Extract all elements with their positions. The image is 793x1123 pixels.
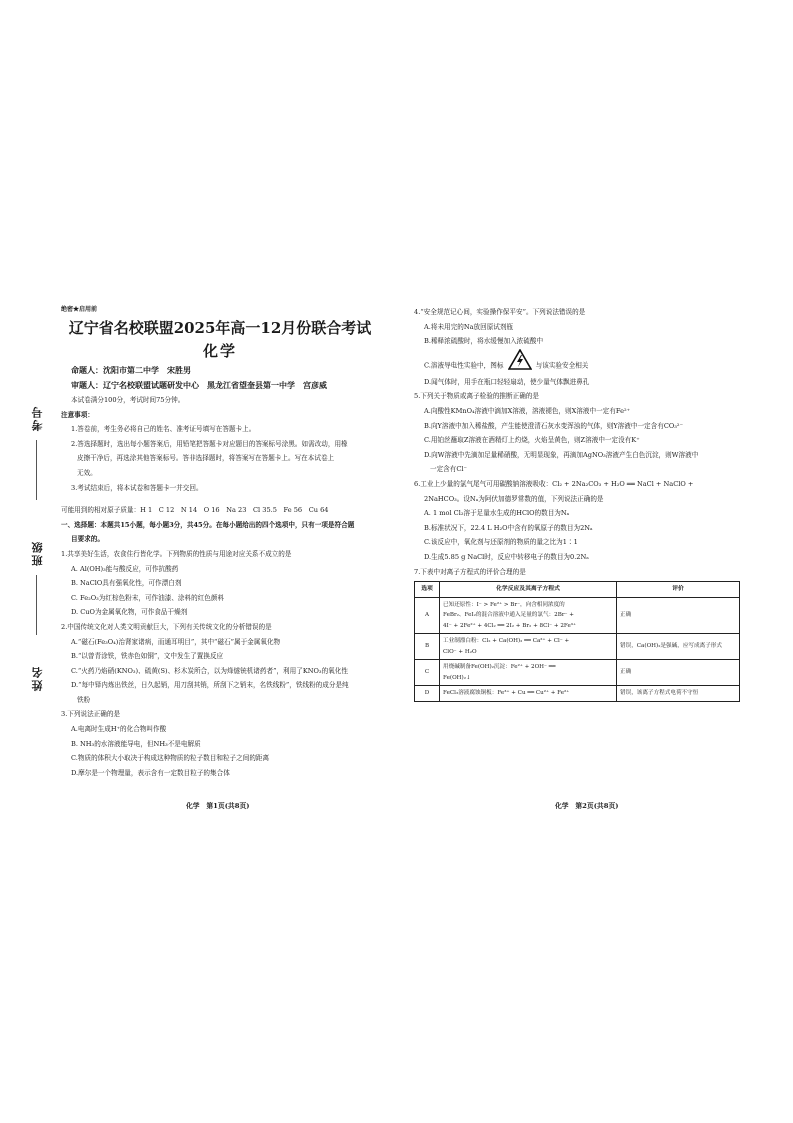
question-3 [61,707,379,780]
question-stem: 7.下表中对离子方程式的评价合理的是 [414,567,526,576]
question-2 [61,620,379,708]
note-line: 1.答卷前，考生务必将自己的姓名、准考证号填写在答题卡上。 [71,425,256,434]
table-row [415,597,740,634]
table-header: 评价 [617,582,740,598]
option: A.向酸性KMnO₄溶液中滴加X溶液，溶液褪色，则X溶液中一定有Fe²⁺ [424,406,631,415]
option: 一定含有Cl⁻ [430,465,468,474]
note-line: 皮擦干净后，再选涂其他答案标号。答非选择题时，将答案写在答题卡上。写在本试卷上 [77,454,335,463]
question-stem: 2NaHCO₃。设Nₐ为阿伏加德罗常数的值，下列说法正确的是 [424,494,604,503]
exam-number-label: 考号 [31,405,44,431]
table-cell: B [415,634,440,660]
option: D.生成5.85 g NaCl时，反应中转移电子的数目为0.2Nₐ [424,552,589,561]
option: C.物质的体积大小取决于构成这种物质的粒子数目和粒子之间的距离 [71,754,270,763]
page-footer-right: 化学 第2页(共8页) [555,802,619,810]
cell-line: FeBr₂、FeI₂的混合溶液中通入足量的氯气：2Br⁻ + [443,612,574,619]
option: D.摩尔是一个物理量，表示含有一定数目粒子的集合体 [71,768,230,777]
table-row [415,660,740,686]
question-stem: 2.中国传统文化对人类文明贡献巨大，下列有关传统文化的分析错误的是 [61,622,272,631]
question-1 [61,547,379,620]
reviewer: 审题人：辽宁名校联盟试题研发中心 黑龙江省望奎县第一中学 宫彦威 [71,380,327,390]
option: C.该反应中，氧化剂与还原剂的物质的量之比为1∶1 [424,538,578,547]
page-one [61,305,379,780]
question-7 [414,565,744,702]
note-line: 3.考试结束后，将本试卷和答题卡一并交回。 [71,483,203,492]
notes-heading: 注意事项： [61,410,94,419]
table-cell: A [415,597,440,634]
cell-line: 工业制漂白粉：Cl₂ + Ca(OH)₂ ══ Ca²⁺ + Cl⁻ + [443,638,570,645]
table-header: 化学反应及其离子方程式 [440,582,617,598]
table-cell: D [415,686,440,702]
proposer: 命题人：沈阳市第二中学 宋胜男 [71,365,191,375]
side-divider [36,575,37,635]
question-5 [414,389,744,477]
class-label: 班级 [31,540,44,566]
cell-line: 用烧碱制备Fe(OH)₂沉淀：Fe²⁺ + 2OH⁻ ══ [443,664,556,671]
cell-line: 4I⁻ + 2Fe²⁺ + 4Cl₂ ══ 2I₂ + Br₂ + 8Cl⁻ + 2Fe³⁺ [443,622,576,629]
option: A. 1 mol Cl₂溶于足量水生成的HClO的数目为Nₐ [424,509,570,518]
option: C. Fe₂O₃为红棕色粉末，可作油漆、涂料的红色颜料 [71,593,225,602]
note-line: 2.答选择题时，选出每小题答案后，用铅笔把答题卡对应题目的答案标号涂黑。如需改动，用橡 [71,439,348,448]
side-divider [36,440,37,500]
atomic-masses: 可能用到的相对原子质量：H 1 C 12 N 14 O 16 Na 23 Cl 35.5 Fe 56 Cu 64 [61,506,329,515]
option [414,349,744,375]
option: A.将未用完的Na放回原试剂瓶 [424,322,514,331]
table-cell: 正确 [617,597,740,634]
cell-line: FeCl₃溶液腐蚀铜板：Fe³⁺ + Cu ══ Cu²⁺ + Fe²⁺ [443,690,570,697]
option: D.“每中铎内炼出铁丝，日久起销，用刀刮其销，所刮下之销末，名铁线粉”，铁线粉的成分是纯 [71,681,349,690]
option: C.“火药乃焰硝(KNO₃)、硫黄(S)、杉木炭所合，以为烽燧铳机诸药者”，利用了KNO₃的氧化性 [71,666,348,675]
table-cell: C [415,660,440,686]
question-stem: 3.下列说法正确的是 [61,710,121,719]
score-info: 本试卷满分100分，考试时间75分钟。 [71,396,185,404]
question-6 [414,477,744,565]
option: D.向W溶液中先滴加足量稀硝酸，无明显现象，再滴加AgNO₃溶液产生白色沉淀，则W溶液中 [424,450,699,459]
option: A. Al(OH)₃能与酸反应，可作抗酸药 [71,564,179,573]
note-line: 无效。 [77,468,97,477]
question-stem: 6.工业上少量的氯气尾气可用碳酸钠溶液吸收：Cl₂ + 2Na₂CO₃ + H₂O ══ NaCl + NaClO + [414,479,694,488]
table-cell [440,660,617,686]
table-cell [440,597,617,634]
option: B.“以曾青涂铁，铁赤色如铜”，文中发生了置换反应 [71,652,224,661]
cell-line: 已知还原性：I⁻ > Fe²⁺ > Br⁻，向含相同浓度的 [443,601,565,608]
question-4 [414,305,744,389]
option: B.标准状况下，22.4 L H₂O中含有的氧原子的数目为2Nₐ [424,523,593,532]
section-heading: 目要求的。 [71,535,104,544]
question-stem: 1.共享美好生活，农食住行皆化学。下列物质的性质与用途对应关系不成立的是 [61,549,292,558]
table-cell [440,686,617,702]
option: 铁粉 [77,695,91,704]
section-heading: 一、选择题：本题共15小题，每小题3分，共45分。在每小题给出的四个选项中，只有一项是符合题 [61,520,355,529]
option: C.用铂丝蘸取Z溶液在酒精灯上灼烧，火焰呈黄色，则Z溶液中一定没有K⁺ [424,436,640,445]
page-footer-left: 化学 第1页(共8页) [186,802,250,810]
secret-mark: 绝密★启用前 [61,306,98,313]
table-row [415,634,740,660]
option: D.闻气体时，用手在瓶口轻轻扇动，使少量气体飘进鼻孔 [424,377,590,386]
name-label: 姓名 [31,665,44,691]
option-text: C.溶液导电性实验中，图标 [424,361,504,370]
table-cell: 正确 [617,660,740,686]
option: A.电离时生成H⁺的化合物叫作酸 [71,725,167,734]
question-stem: 4.“安全规范记心间，实验操作保平安”。下列说法错误的是 [414,308,586,316]
exam-title: 辽宁省名校联盟2025年高一12月份联合考试 [68,319,372,337]
option: A.“磁石(Fe₃O₄)治肾家诸病，而通耳明目”，其中“磁石”属于金属氧化物 [71,637,281,646]
option: B. NaClO具有强氧化性，可作漂白剂 [71,579,182,588]
cell-line: ClO⁻ + H₂O [443,648,477,655]
option: B. NH₃的水溶液能导电，但NH₃不是电解质 [71,739,201,748]
option: D. CuO为金属氧化物，可作食品干燥剂 [71,608,188,617]
evaluation-table [414,581,740,702]
page-two [414,305,744,702]
table-header: 选项 [415,582,440,598]
cell-line: Fe(OH)₂↓ [443,674,471,681]
table-header-row [415,582,740,598]
table-row [415,686,740,702]
question-stem: 5.下列关于物质或离子检验的推断正确的是 [414,392,539,401]
table-cell [440,634,617,660]
option: B.向Y溶液中加入稀盐酸，产生能使澄清石灰水变浑浊的气体，则Y溶液中一定含有CO₃²⁻ [424,421,684,430]
table-cell: 错误，Ca(OH)₂是强碱，应写成离子形式 [617,634,740,660]
table-cell: 错误，该离子方程式电荷不守恒 [617,686,740,702]
option-text: 与该实验安全相关 [535,361,589,370]
option: B.稀释浓硫酸时，将水缓慢加入浓硫酸中 [424,337,544,346]
subject-title: 化学 [202,342,237,360]
